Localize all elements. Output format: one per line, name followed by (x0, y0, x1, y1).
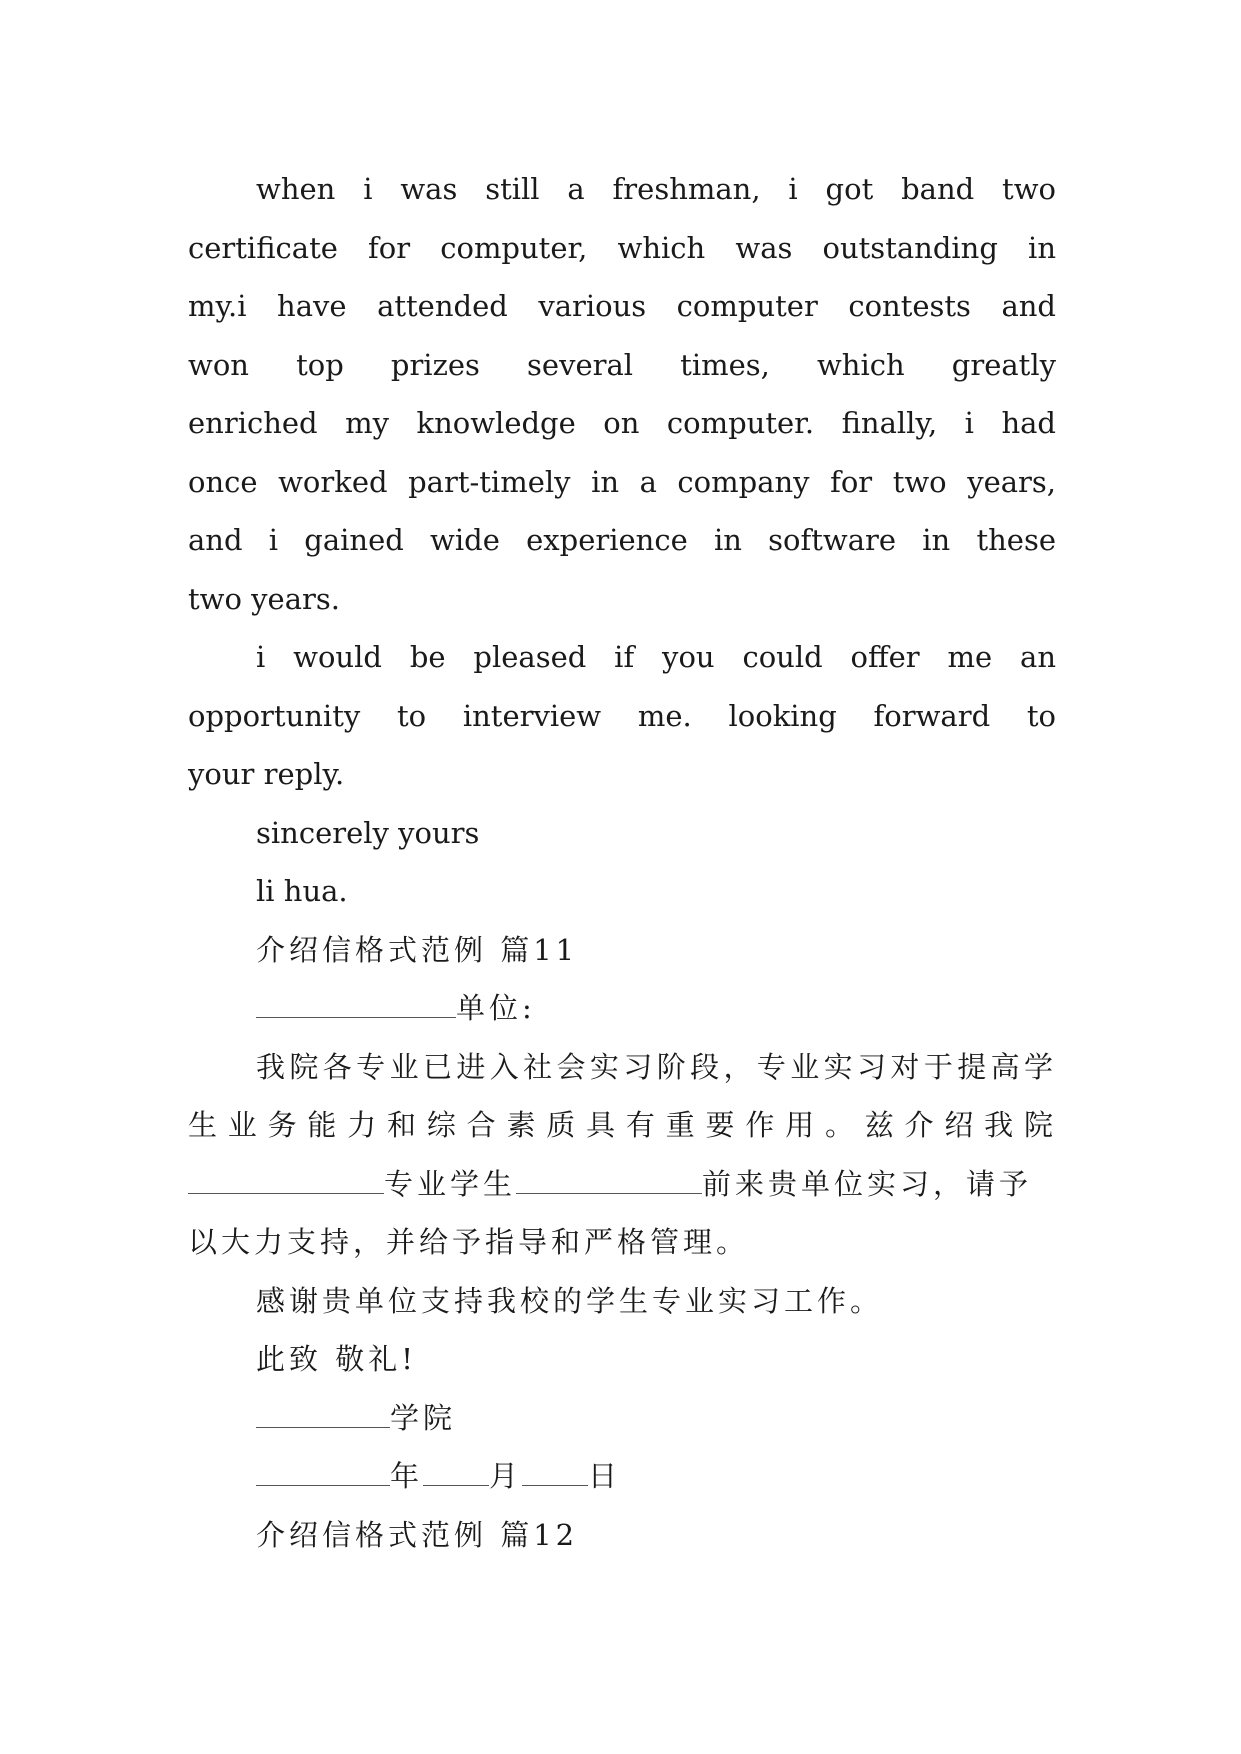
body-cn-line-2: 生业务能力和综合素质具有重要作用。兹介绍我院 (188, 1108, 1056, 1142)
month-blank (423, 1463, 489, 1486)
paragraph-1-line-4: won top prizes several times, which greatly (188, 347, 1056, 382)
document-page (188, 160, 1056, 1564)
college-line (188, 1389, 1056, 1448)
year-blank (256, 1463, 390, 1486)
recipient-suffix: 单位: (456, 991, 536, 1025)
paragraph-1-line-5: enriched my knowledge on computer. finally, i had (188, 406, 1056, 440)
signature-text: li hua. (256, 874, 348, 908)
closing-text: sincerely yours (256, 815, 480, 850)
major-blank (188, 1171, 384, 1194)
paragraph-2-line-1: i would be pleased if you could offer me an (256, 640, 1056, 674)
salute-text: 此致 敬礼! (256, 1342, 417, 1376)
paragraph-2-line-2: opportunity to interview me. looking forward to (188, 698, 1056, 733)
college-blank (256, 1405, 390, 1428)
day-blank (522, 1463, 588, 1486)
body-cn-line-3-mid: 专业学生 (384, 1166, 517, 1201)
body-cn-line-3-end: 前来贵单位实习，请予 (702, 1166, 1033, 1201)
paragraph-2-line-3: your reply. (188, 757, 345, 791)
date-day: 日 (588, 1459, 622, 1493)
date-month: 月 (489, 1459, 523, 1493)
student-blank (516, 1171, 702, 1194)
paragraph-1-line-8: two years. (188, 581, 340, 616)
body-cn-line-4: 以大力支持，并给予指导和严格管理。 (188, 1225, 750, 1259)
paragraph-1-line-2: certificate for computer, which was outstanding in (188, 230, 1056, 265)
recipient-line (188, 979, 1056, 1038)
section-heading-12: 介绍信格式范例 篇12 (256, 1517, 579, 1552)
paragraph-1-line-7: and i gained wide experience in software in these (188, 523, 1056, 557)
paragraph-1-line-3: my.i have attended various computer contests and (188, 289, 1056, 323)
college-suffix: 学院 (390, 1400, 457, 1435)
date-year: 年 (390, 1459, 424, 1493)
thanks-text: 感谢贵单位支持我校的学生专业实习工作。 (256, 1283, 884, 1318)
body-cn-line-1: 我院各专业已进入社会实习阶段，专业实习对于提高学 (256, 1049, 1056, 1084)
recipient-blank (256, 995, 456, 1018)
section-heading-11: 介绍信格式范例 篇11 (256, 932, 579, 967)
paragraph-1-line-6: once worked part-timely in a company for two years, (188, 464, 1056, 499)
paragraph-1-line-1: when i was still a freshman, i got band two (256, 172, 1056, 206)
date-line (188, 1447, 1056, 1506)
body-cn-line-3 (188, 1155, 1056, 1214)
